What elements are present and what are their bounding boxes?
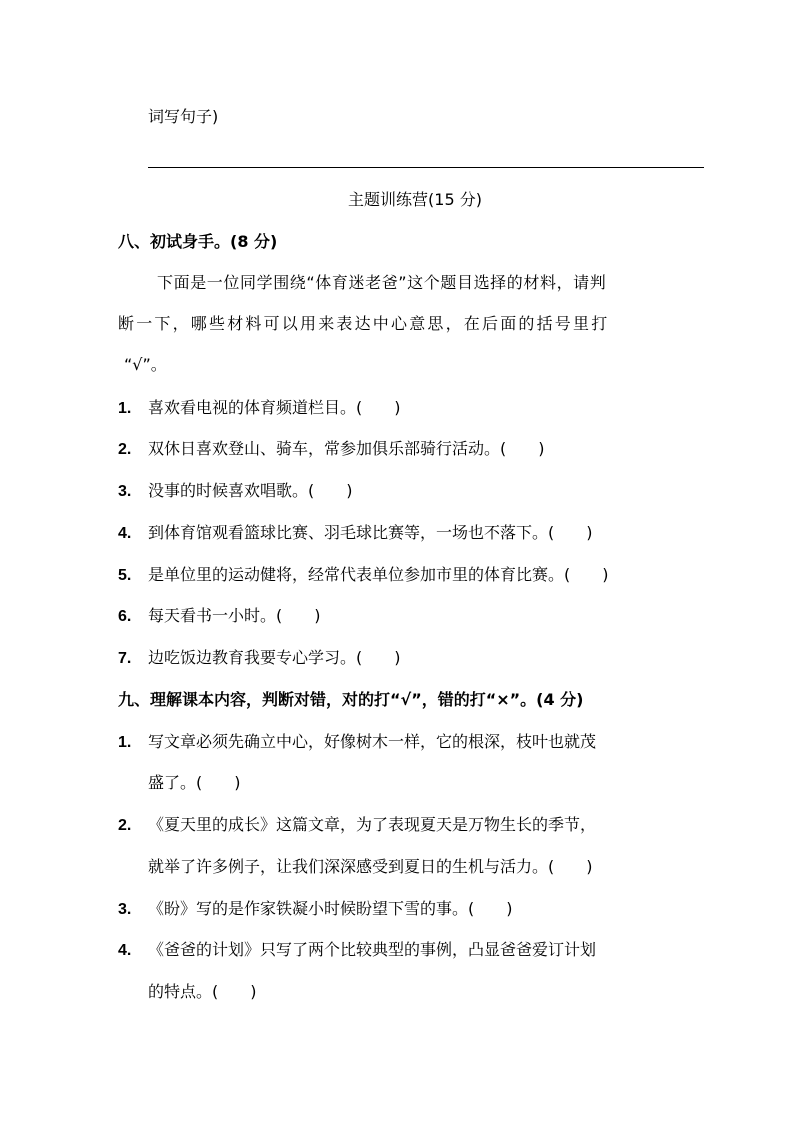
item-number: 4.	[118, 525, 132, 542]
item-text: 边吃饭边教育我要专心学习。( )	[148, 648, 401, 667]
item-number: 1.	[118, 400, 132, 417]
item-number: 2.	[118, 441, 132, 458]
part8-heading: 八、初试身手。(8 分)	[118, 232, 278, 251]
item-text: 没事的时候喜欢唱歌。( )	[148, 481, 353, 500]
item-number: 3.	[118, 483, 132, 500]
item-number: 2.	[118, 817, 132, 834]
list-item	[118, 564, 609, 587]
part8-intro-line-3: “√”。	[124, 355, 167, 374]
list-item	[118, 522, 593, 545]
item-text: 《爸爸的计划》只写了两个比较典型的事例，凸显爸爸爱订计划	[148, 940, 597, 959]
answer-line	[148, 167, 704, 168]
item-text: 每天看书一小时。( )	[148, 606, 321, 625]
part8-intro-line-2: 断一下，哪些材料可以用来表达中心意思，在后面的括号里打	[118, 314, 610, 333]
list-item	[118, 939, 596, 962]
list-item	[118, 647, 401, 670]
item-number: 5.	[118, 567, 132, 584]
item-text-continued: 盛了。( )	[148, 773, 241, 792]
item-text: 《盼》写的是作家铁凝小时候盼望下雪的事。( )	[148, 899, 513, 918]
item-number: 1.	[118, 734, 132, 751]
item-number: 6.	[118, 608, 132, 625]
part8-intro-line-1: 下面是一位同学围绕“体育迷老爸”这个题目选择的材料，请判	[157, 273, 607, 292]
section-title: 主题训练营(15 分)	[348, 190, 482, 209]
list-item	[118, 814, 596, 837]
list-item	[118, 898, 513, 921]
item-number: 7.	[118, 650, 132, 667]
item-text: 是单位里的运动健将，经常代表单位参加市里的体育比赛。( )	[148, 565, 609, 584]
list-item	[118, 480, 353, 503]
list-item	[118, 731, 596, 754]
list-item	[118, 397, 401, 420]
item-number: 4.	[118, 942, 132, 959]
item-text-continued: 的特点。( )	[148, 982, 257, 1001]
continuation-text: 词写句子)	[148, 107, 219, 126]
item-text: 双休日喜欢登山、骑车，常参加俱乐部骑行活动。( )	[148, 439, 545, 458]
item-number: 3.	[118, 901, 132, 918]
item-text-continued: 就举了许多例子，让我们深深感受到夏日的生机与活力。( )	[148, 857, 593, 876]
item-text: 到体育馆观看篮球比赛、羽毛球比赛等，一场也不落下。( )	[148, 523, 593, 542]
list-item	[118, 438, 545, 461]
item-text: 《夏天里的成长》这篇文章，为了表现夏天是万物生长的季节，	[148, 815, 597, 834]
list-item	[118, 605, 321, 628]
item-text: 喜欢看电视的体育频道栏目。( )	[148, 398, 401, 417]
item-text: 写文章必须先确立中心，好像树木一样，它的根深，枝叶也就茂	[148, 732, 597, 751]
part9-heading: 九、理解课本内容，判断对错，对的打“√”，错的打“×”。(4 分)	[118, 690, 584, 709]
